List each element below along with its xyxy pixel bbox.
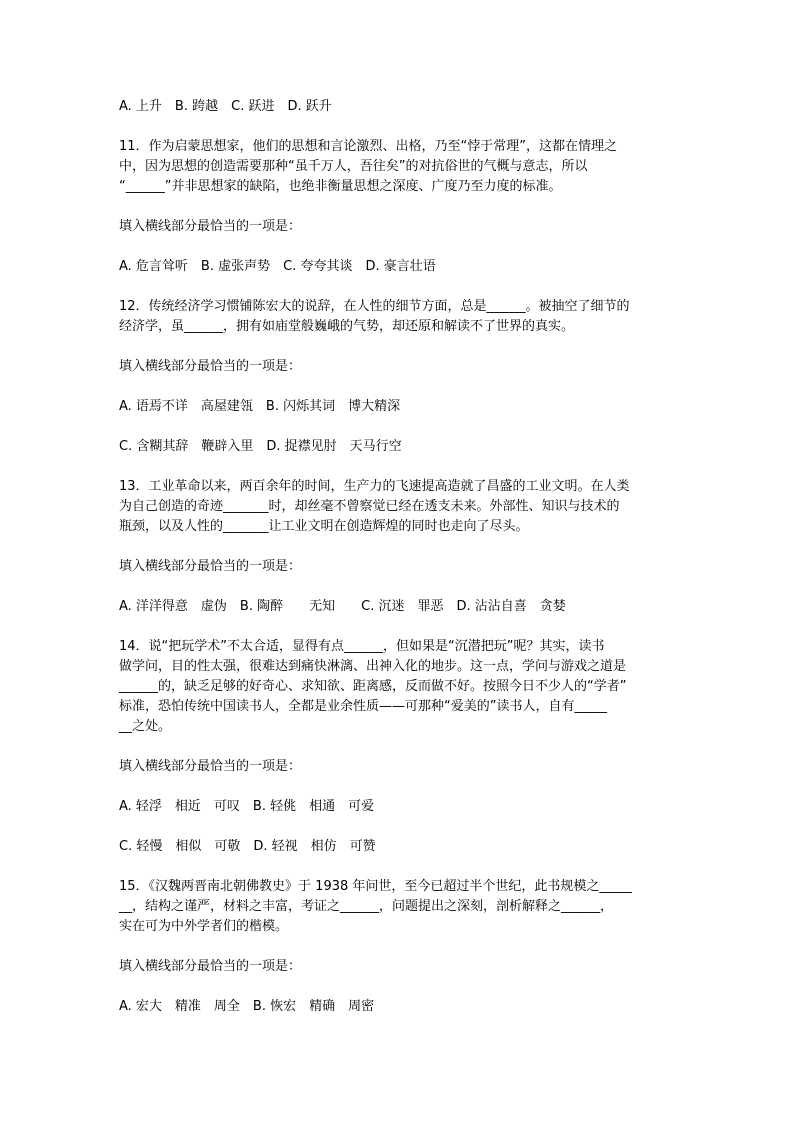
q12-stem-line-1: 12．传统经济学习惯铺陈宏大的说辞，在人性的细节方面，总是______。被抽空了细节的 — [119, 299, 630, 314]
q13-stem-line-1: 13．工业革命以来，两百余年的时间，生产力的飞速提高造就了昌盛的工业文明。在人类 — [119, 479, 630, 494]
q13-stem-line-3: 瓶颈，以及人性的_______让工业文明在创造辉煌的同时也走向了尽头。 — [119, 519, 529, 534]
q12-options-row-2: C. 含糊其辞 鞭辟入里 D. 捉襟见肘 天马行空 — [119, 439, 402, 454]
q11-stem-line-3: “______”并非思想家的缺陷，也绝非衡量思想之深度、广度乃至力度的标准。 — [119, 179, 562, 194]
q11-prompt: 填入横线部分最恰当的一项是： — [119, 219, 302, 234]
q14-stem-line-2: 做学问，目的性太强，很难达到痛快淋漓、出神入化的地步。这一点，学问与游戏之道是 — [119, 659, 627, 674]
q15-prompt: 填入横线部分最恰当的一项是： — [119, 959, 302, 974]
q14-stem-line-5: __之处。 — [119, 719, 172, 734]
q12-prompt: 填入横线部分最恰当的一项是： — [119, 359, 302, 374]
q12-options-row-1: A. 语焉不详 高屋建瓴 B. 闪烁其词 博大精深 — [119, 399, 401, 414]
q11-options: A. 危言耸听 B. 虚张声势 C. 夸夸其谈 D. 豪言壮语 — [119, 259, 436, 274]
q14-prompt: 填入横线部分最恰当的一项是： — [119, 759, 302, 774]
q15-stem-line-2: __，结构之谨严，材料之丰富，考证之______，问题提出之深刻，剖析解释之______， — [119, 899, 614, 914]
q14-stem-line-3: ______的，缺乏足够的好奇心、求知欲、距离感，反而做不好。按照今日不少人的“学者” — [119, 679, 627, 694]
q10-options: A. 上升 B. 跨越 C. 跃进 D. 跃升 — [119, 99, 332, 114]
q13-stem-line-2: 为自己创造的奇迹_______时，却丝毫不曾察觉已经在透支未来。外部性、知识与技术的 — [119, 499, 620, 514]
q14-options-row-1: A. 轻浮 相近 可叹 B. 轻佻 相通 可爱 — [119, 799, 375, 814]
q14-stem-line-4: 标准，恐怕传统中国读书人，全都是业余性质——可那种“爱美的”读书人，自有_____ — [119, 699, 607, 714]
q14-stem-line-1: 14．说“把玩学术”不太合适，显得有点______，但如果是“沉潜把玩”呢？其实，读书 — [119, 639, 605, 654]
q13-prompt: 填入横线部分最恰当的一项是： — [119, 559, 302, 574]
q15-stem-line-3: 实在可为中外学者们的楷模。 — [119, 919, 289, 934]
q14-options-row-2: C. 轻慢 相似 可敬 D. 轻视 相仿 可赞 — [119, 839, 376, 854]
q15-stem-line-1: 15．《汉魏两晋南北朝佛教史》于 1938 年问世，至今已超过半个世纪，此书规模之_____ — [119, 879, 632, 894]
q13-options: A. 洋洋得意 虚伪 B. 陶醉 无知 C. 沉迷 罪恶 D. 沾沾自喜 贪婪 — [119, 599, 566, 614]
q12-stem-line-2: 经济学，虽______，拥有如庙堂般巍峨的气势，却还原和解读不了世界的真实。 — [119, 319, 575, 334]
q11-stem-line-2: 中，因为思想的创造需要那种“虽千万人，吾往矣”的对抗俗世的气概与意志，所以 — [119, 159, 588, 174]
q15-options-row-1: A. 宏大 精准 周全 B. 恢宏 精确 周密 — [119, 999, 375, 1014]
q11-stem-line-1: 11．作为启蒙思想家，他们的思想和言论激烈、出格，乃至“悖于常理”，这都在情理之 — [119, 139, 618, 154]
